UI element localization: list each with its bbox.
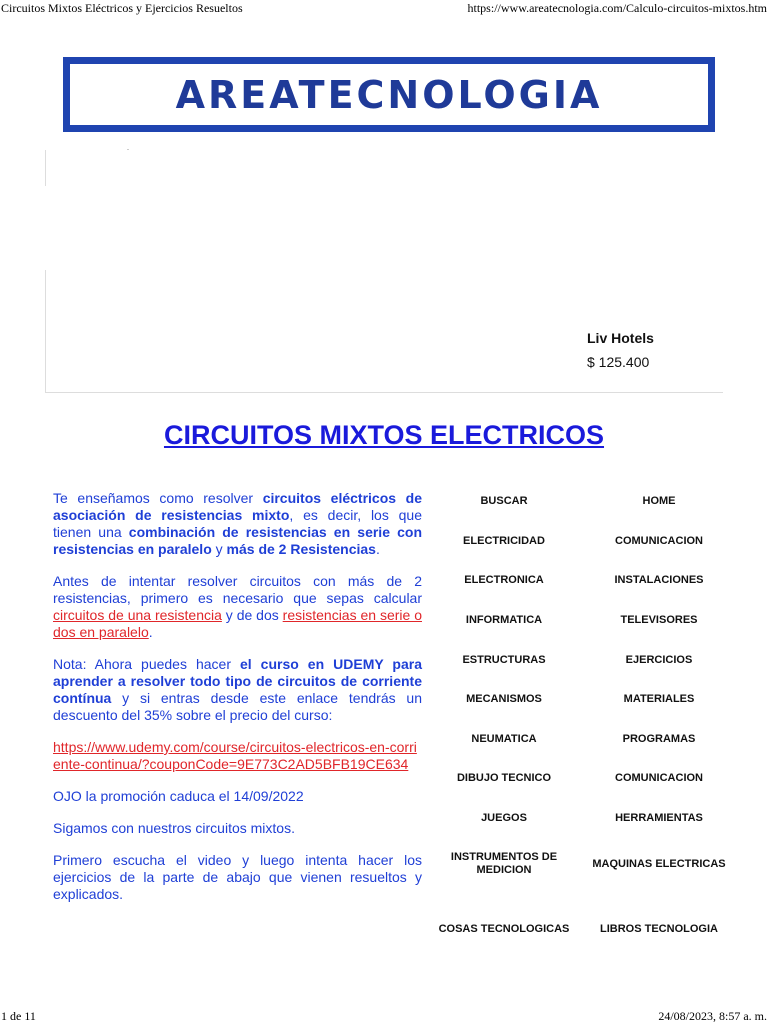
nav-comunicacion[interactable]: COMUNICACION	[615, 534, 703, 547]
nav-comunicacion-2[interactable]: COMUNICACION	[615, 772, 703, 785]
nav-dibujo-tecnico[interactable]: DIBUJO TECNICO	[456, 772, 552, 785]
text: .	[148, 624, 153, 640]
site-logo-inner	[69, 63, 709, 126]
nav-libros-tecnologia[interactable]: LIBROS TECNOLOGIA	[600, 922, 718, 935]
bold-text: más de 2 Resistencias	[226, 541, 376, 557]
category-nav	[437, 482, 737, 968]
nav-neumatica[interactable]: NEUMATICA	[471, 732, 537, 745]
bold-text: combinación de resistencias en serie con resistencias en paralelo	[53, 524, 422, 557]
nav-televisores[interactable]: TELEVISORES	[620, 614, 698, 627]
print-page-number: 1 de 11	[1, 1009, 36, 1023]
nav-home[interactable]: HOME	[642, 495, 676, 508]
print-datetime: 24/08/2023, 8:57 a. m.	[658, 1009, 767, 1023]
video-instruction: Primero escucha el video y luego intenta hacer los ejercicios de la parte de abajo que vienen resueltos y explicados.	[53, 852, 422, 902]
ad-frame-left-top	[45, 150, 46, 186]
text: Nota: Ahora puedes hacer	[53, 656, 240, 672]
article-body	[53, 490, 422, 918]
nav-mecanismos[interactable]: MECANISMOS	[466, 693, 542, 706]
nav-instalaciones[interactable]: INSTALACIONES	[614, 574, 704, 587]
text: y si entras desde este enlace tendrás un descuento del 35% sobre el precio del curso:	[53, 690, 422, 723]
nav-buscar[interactable]: BUSCAR	[480, 495, 528, 508]
print-page-title: Circuitos Mixtos Eléctricos y Ejercicios Resueltos	[1, 1, 243, 15]
print-header	[0, 1, 768, 17]
nav-cosas-tecnologicas[interactable]: COSAS TECNOLOGICAS	[438, 922, 570, 935]
nav-juegos[interactable]: JUEGOS	[481, 812, 527, 825]
bold-text: circuitos eléctricos de asociación de resistencias mixto	[53, 490, 422, 523]
nav-estructuras[interactable]: ESTRUCTURAS	[462, 653, 546, 666]
text: y	[211, 541, 227, 557]
bold-text: el curso en UDEMY para aprender a resolver todo tipo de circuitos de corriente contínua	[53, 656, 423, 706]
site-logo-text: AREATECNOLOGIA	[175, 72, 603, 117]
course-link-paragraph	[53, 739, 422, 773]
ad-frame-bottom	[45, 392, 723, 393]
nav-maquinas-electricas[interactable]: MAQUINAS ELECTRICAS	[592, 857, 726, 870]
text: .	[375, 541, 380, 557]
nav-electricidad[interactable]: ELECTRICIDAD	[463, 534, 545, 547]
print-footer	[0, 1009, 768, 1025]
site-logo[interactable]	[63, 57, 715, 132]
course-link[interactable]: https://www.udemy.com/course/circuitos-electricos-en-corriente-continua/?couponCode=9E773C2AD5BFB19CE634	[53, 739, 417, 772]
nav-electronica[interactable]: ELECTRONICA	[464, 574, 544, 587]
nav-herramientas[interactable]: HERRAMIENTAS	[615, 812, 703, 825]
print-page-url: https://www.areatecnologia.com/Calculo-circuitos-mixtos.htm	[467, 1, 767, 15]
text: Te enseñamos como resolver	[53, 490, 263, 506]
nav-programas[interactable]: PROGRAMAS	[622, 732, 696, 745]
course-note-paragraph	[53, 656, 422, 724]
ad-price: $ 125.400	[587, 354, 650, 370]
link-series-parallel[interactable]: resistencias en serie o dos en paralelo	[53, 607, 422, 640]
ad-frame-mark	[127, 149, 129, 150]
ad-title[interactable]: Liv Hotels	[587, 330, 654, 346]
intro-paragraph	[53, 490, 422, 558]
continue-text: Sigamos con nuestros circuitos mixtos.	[53, 820, 295, 836]
nav-informatica[interactable]: INFORMATICA	[465, 614, 543, 627]
nav-ejercicios[interactable]: EJERCICIOS	[625, 653, 693, 666]
text: Antes de intentar resolver circuitos con más de 2 resistencias, primero es necesario que sepas calcular	[53, 573, 422, 606]
text: y de dos	[221, 607, 283, 623]
link-one-resistor[interactable]: circuitos de una resistencia	[53, 607, 222, 623]
nav-instrumentos-medicion[interactable]: INSTRUMENTOS DE MEDICION	[450, 851, 558, 877]
page-title[interactable]: CIRCUITOS MIXTOS ELECTRICOS	[163, 420, 605, 450]
text: , es decir, los que tienen una	[53, 507, 423, 540]
ad-frame-left-bottom	[45, 270, 46, 392]
promo-expiry: OJO la promoción caduca el 14/09/2022	[53, 788, 304, 804]
nav-materiales[interactable]: MATERIALES	[623, 693, 695, 706]
prerequisites-paragraph	[53, 573, 422, 641]
